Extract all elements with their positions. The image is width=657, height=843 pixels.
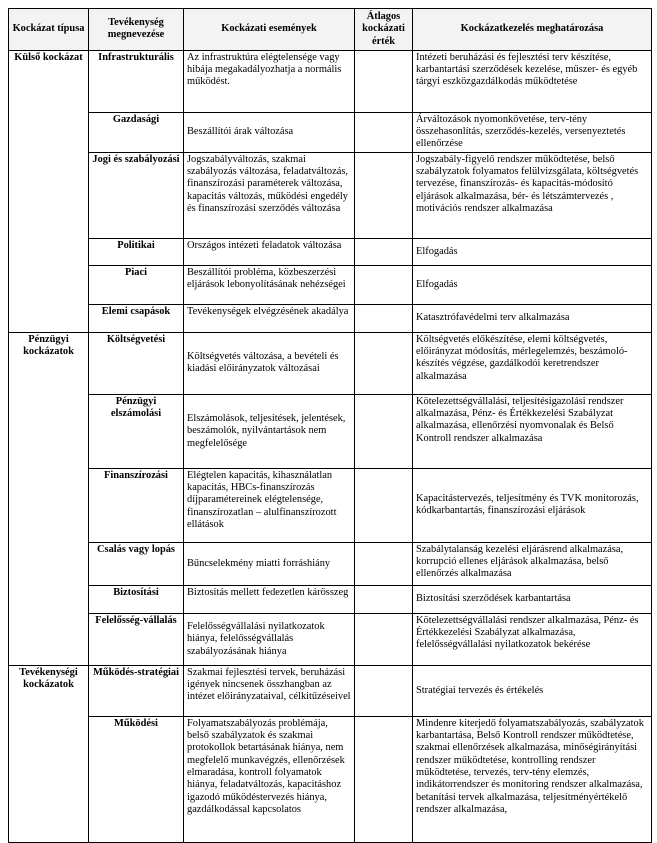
value-cell (355, 468, 413, 542)
table-row (9, 304, 652, 332)
table-row (9, 332, 652, 394)
header-activity: Tevékenység megnevezése (89, 9, 184, 51)
activity-cell: Politikai (89, 238, 184, 265)
management-cell: Elfogadás (413, 265, 652, 304)
events-cell: Beszállítói probléma, közbeszerzési eljárások lebonyolításának nehézségei (184, 265, 355, 304)
table-row (9, 585, 652, 613)
activity-cell: Költségvetési (89, 332, 184, 394)
management-cell: Elfogadás (413, 238, 652, 265)
table-row (9, 238, 652, 265)
events-cell: Bűncselekmény miatti forráshiány (184, 542, 355, 585)
header-management: Kockázatkezelés meghatározása (413, 9, 652, 51)
table-row (9, 265, 652, 304)
management-cell: Költségvetés előkészítése, elemi költségvetés, előirányzat módosítás, mérlegelemzés, beszámoló-készítés végzése, gazdálkodói keretrendszer alkalmazása (413, 332, 652, 394)
value-cell (355, 585, 413, 613)
value-cell (355, 265, 413, 304)
events-cell: Biztosítás mellett fedezetlen kárösszeg (184, 585, 355, 613)
events-cell: Tevékenységek elvégzésének akadálya (184, 304, 355, 332)
activity-cell: Működési (89, 716, 184, 842)
header-type: Kockázat típusa (9, 9, 89, 51)
activity-cell: Biztosítási (89, 585, 184, 613)
value-cell (355, 542, 413, 585)
management-cell: Intézeti beruházási és fejlesztési terv készítése, karbantartási szerződések kezelése, műszer- és egyéb tárgyi eszközgazdálkodás működtetése (413, 50, 652, 112)
risk-table (8, 8, 652, 843)
activity-cell: Csalás vagy lopás (89, 542, 184, 585)
events-cell: Elégtelen kapacitás, kihasználatlan kapacitás, HBCs-finanszírozás díjparamétereinek elégtelensége, finanszírozatlan – alulfinanszírozott ellátások (184, 468, 355, 542)
table-row (9, 50, 652, 112)
value-cell (355, 613, 413, 665)
events-cell: Országos intézeti feladatok változása (184, 238, 355, 265)
table-row (9, 394, 652, 468)
activity-cell: Elemi csapások (89, 304, 184, 332)
value-cell (355, 332, 413, 394)
header-events: Kockázati események (184, 9, 355, 51)
table-row (9, 468, 652, 542)
value-cell (355, 304, 413, 332)
events-cell: Felelősségvállalási nyilatkozatok hiánya, felelősségvállalás szabályozásának hiánya (184, 613, 355, 665)
risk-type-financial: Pénzügyi kockázatok (9, 332, 89, 665)
table-row (9, 112, 652, 152)
management-cell: Jogszabály-figyelő rendszer működtetése, belső szabályzatok folyamatos felülvizsgálata, költségvetés tervezése, finanszírozás- és kapacitás-módosító eljárások alkalmazása, bér- és létszámtervezés , motivációs rendszer alkalmazása (413, 152, 652, 238)
value-cell (355, 665, 413, 716)
value-cell (355, 238, 413, 265)
activity-cell: Jogi és szabályozási (89, 152, 184, 238)
header-value: Átlagos kockázati érték (355, 9, 413, 51)
value-cell (355, 112, 413, 152)
header-row (9, 9, 652, 51)
events-cell: Folyamatszabályozás problémája, belső szabályzatok és szakmai protokollok betartásának hiánya, nem megfelelő munkavégzés, ellenőrzések elmaradása, kontroll folyamatok hiánya, feladatváltozás, kapacitáshoz igazodó működéstervezés hiánya, gazdálkodással kapcsolatos (184, 716, 355, 842)
activity-cell: Gazdasági (89, 112, 184, 152)
events-cell: Elszámolások, teljesítések, jelentések, beszámolók, nyilvántartások nem megfelelősége (184, 394, 355, 468)
value-cell (355, 50, 413, 112)
activity-cell: Pénzügyi elszámolási (89, 394, 184, 468)
management-cell: Árváltozások nyomonkövetése, terv-tény összehasonlítás, szerződés-kezelés, versenyeztetés ellenőrzése (413, 112, 652, 152)
management-cell: Kötelezettségvállalási rendszer alkalmazása, Pénz- és Értékkezelési Szabályzat alkalmazása, felelősségvállalási nyilatkozatok bekérése (413, 613, 652, 665)
activity-cell: Infrastrukturális (89, 50, 184, 112)
activity-cell: Működés-stratégiai (89, 665, 184, 716)
management-cell: Szabálytalanság kezelési eljárásrend alkalmazása, korrupció ellenes eljárások alkalmazása, belső ellenőrzés alkalmazása (413, 542, 652, 585)
management-cell: Mindenre kiterjedő folyamatszabályozás, szabályzatok karbantartása, Belső Kontroll rendszer működtetése, szakmai ellenőrzések alkalmazása, minőségirányítási rendszer működtetése, kontrolling rendszer működtetése, tervezés, terv-tény elemzés, indikátorrendszer és monitoring rendszer alkalmazása, betanítási tervek alkalmazása, teljesítményértékelő rendszer alkalmazása, (413, 716, 652, 842)
value-cell (355, 394, 413, 468)
risk-type-external: Külső kockázat (9, 50, 89, 332)
risk-type-operational: Tevékenységi kockázatok (9, 665, 89, 842)
events-cell: Szakmai fejlesztési tervek, beruházási igények nincsenek összhangban az intézet előirányzataival, célkitűzéseivel (184, 665, 355, 716)
table-row (9, 542, 652, 585)
table-row (9, 613, 652, 665)
value-cell (355, 716, 413, 842)
activity-cell: Finanszírozási (89, 468, 184, 542)
activity-cell: Piaci (89, 265, 184, 304)
table-row (9, 152, 652, 238)
management-cell: Stratégiai tervezés és értékelés (413, 665, 652, 716)
management-cell: Biztosítási szerződések karbantartása (413, 585, 652, 613)
management-cell: Kötelezettségvállalási, teljesítésigazolási rendszer alkalmazása, Pénz- és Értékkezelési Szabályzat alkalmazása, ellenőrzési nyomvonalak és Belső Kontroll rendszer alkalmazása (413, 394, 652, 468)
table-row (9, 665, 652, 716)
events-cell: Beszállítói árak változása (184, 112, 355, 152)
management-cell: Katasztrófavédelmi terv alkalmazása (413, 304, 652, 332)
events-cell: Jogszabályváltozás, szakmai szabályozás változása, feladatváltozás, finanszírozási paraméterek változása, kapacitás változás, működési engedély és finanszírozási szerződés változása (184, 152, 355, 238)
value-cell (355, 152, 413, 238)
management-cell: Kapacitástervezés, teljesítmény és TVK monitorozás, kódkarbantartás, finanszírozási eljárások (413, 468, 652, 542)
activity-cell: Felelősség-vállalás (89, 613, 184, 665)
table-row (9, 716, 652, 842)
events-cell: Az infrastruktúra elégtelensége vagy hibája megakadályozhatja a normális működést. (184, 50, 355, 112)
events-cell: Költségvetés változása, a bevételi és kiadási előirányzatok változásai (184, 332, 355, 394)
